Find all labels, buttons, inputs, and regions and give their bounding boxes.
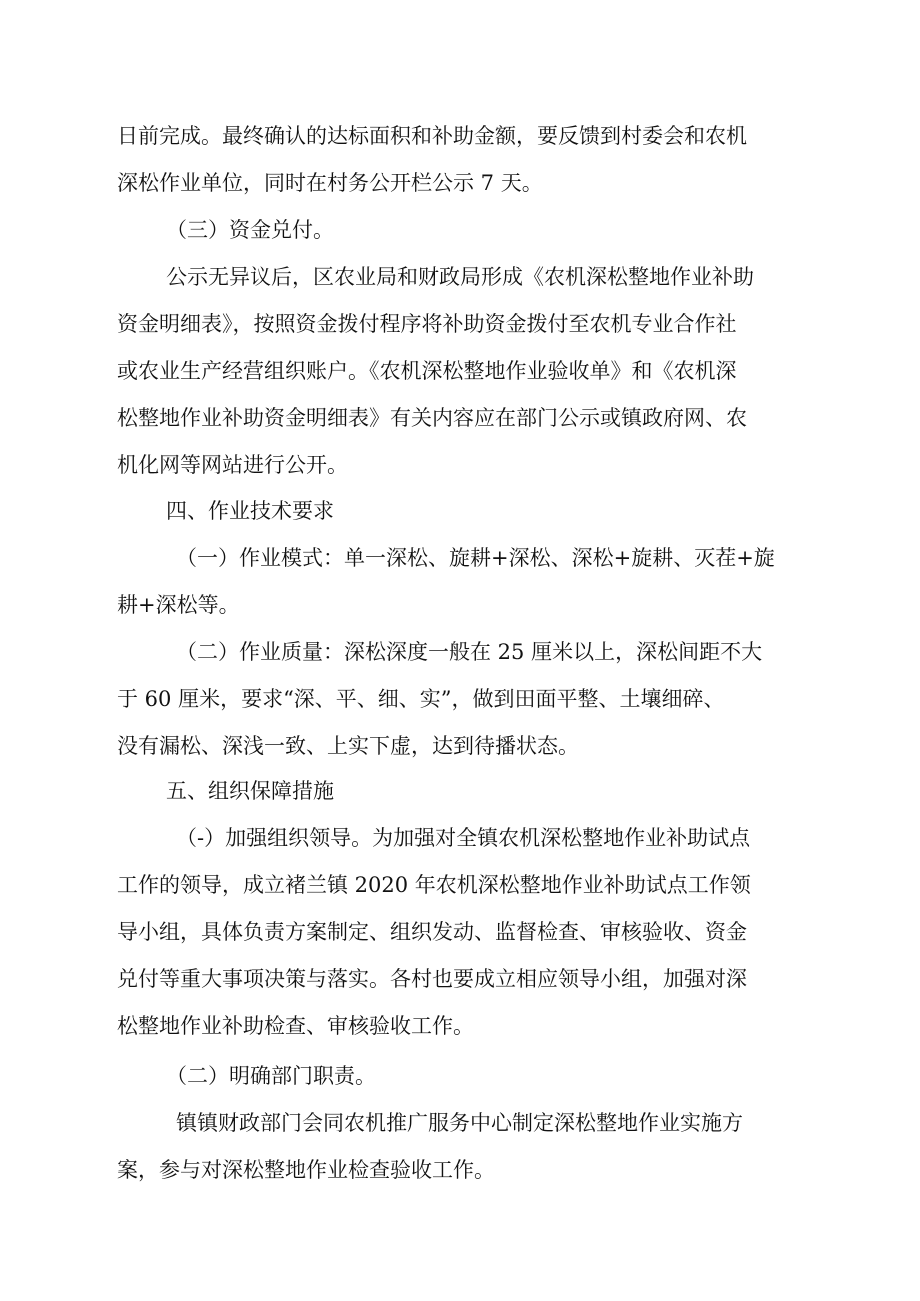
section-heading: （三）资金兑付。 xyxy=(166,218,334,242)
paragraph-line: 工作的领导，成立褚兰镇 2020 年农机深松整地作业补助试点工作领 xyxy=(117,873,751,897)
paragraph-line: 耕+深松等。 xyxy=(117,593,240,617)
section-heading: 四、作业技术要求 xyxy=(166,499,334,523)
paragraph-line: （一）作业模式：单一深松、旋耕+深松、深松+旋耕、灭茬+旋 xyxy=(176,546,775,570)
paragraph-line: 资金明细表》，按照资金拨付程序将补助资金拨付至农机专业合作社 xyxy=(117,312,737,336)
paragraph-line: 松整地作业补助资金明细表》有关内容应在部门公示或镇政府网、农 xyxy=(117,406,747,430)
paragraph-line: （-）加强组织领导。为加强对全镇农机深松整地作业补助试点 xyxy=(176,826,751,850)
paragraph-line: 公示无异议后，区农业局和财政局形成《农机深松整地作业补助 xyxy=(166,265,754,289)
paragraph-line: 松整地作业补助检查、审核验收工作。 xyxy=(117,1014,474,1038)
paragraph-line: 导小组，具体负责方案制定、组织发动、监督检查、审核验收、资金 xyxy=(117,920,747,944)
section-heading: （二）明确部门职责。 xyxy=(166,1064,376,1088)
paragraph-line: 或农业生产经营组织账户。《农机深松整地作业验收单》和《农机深 xyxy=(117,359,737,383)
paragraph-line: 镇镇财政部门会同农机推广服务中心制定深松整地作业实施方 xyxy=(176,1111,743,1135)
paragraph-line: 机化网等网站进行公开。 xyxy=(117,453,348,477)
paragraph-line: 案，参与对深松整地作业检查验收工作。 xyxy=(117,1158,495,1182)
paragraph-line: 兑付等重大事项决策与落实。各村也要成立相应领导小组，加强对深 xyxy=(117,967,747,991)
paragraph-line: 于 60 厘米，要求“深、平、细、实”，做到田面平整、土壤细碎、 xyxy=(117,687,725,711)
section-heading: 五、组织保障措施 xyxy=(166,779,334,803)
paragraph-line: 日前完成。最终确认的达标面积和补助金额，要反馈到村委会和农机 xyxy=(117,124,747,148)
paragraph-line: 没有漏松、深浅一致、上实下虚，达到待播状态。 xyxy=(117,734,579,758)
paragraph-line: 深松作业单位，同时在村务公开栏公示 7 天。 xyxy=(117,171,543,195)
paragraph-line: （二）作业质量：深松深度一般在 25 厘米以上，深松间距不大 xyxy=(176,640,763,664)
